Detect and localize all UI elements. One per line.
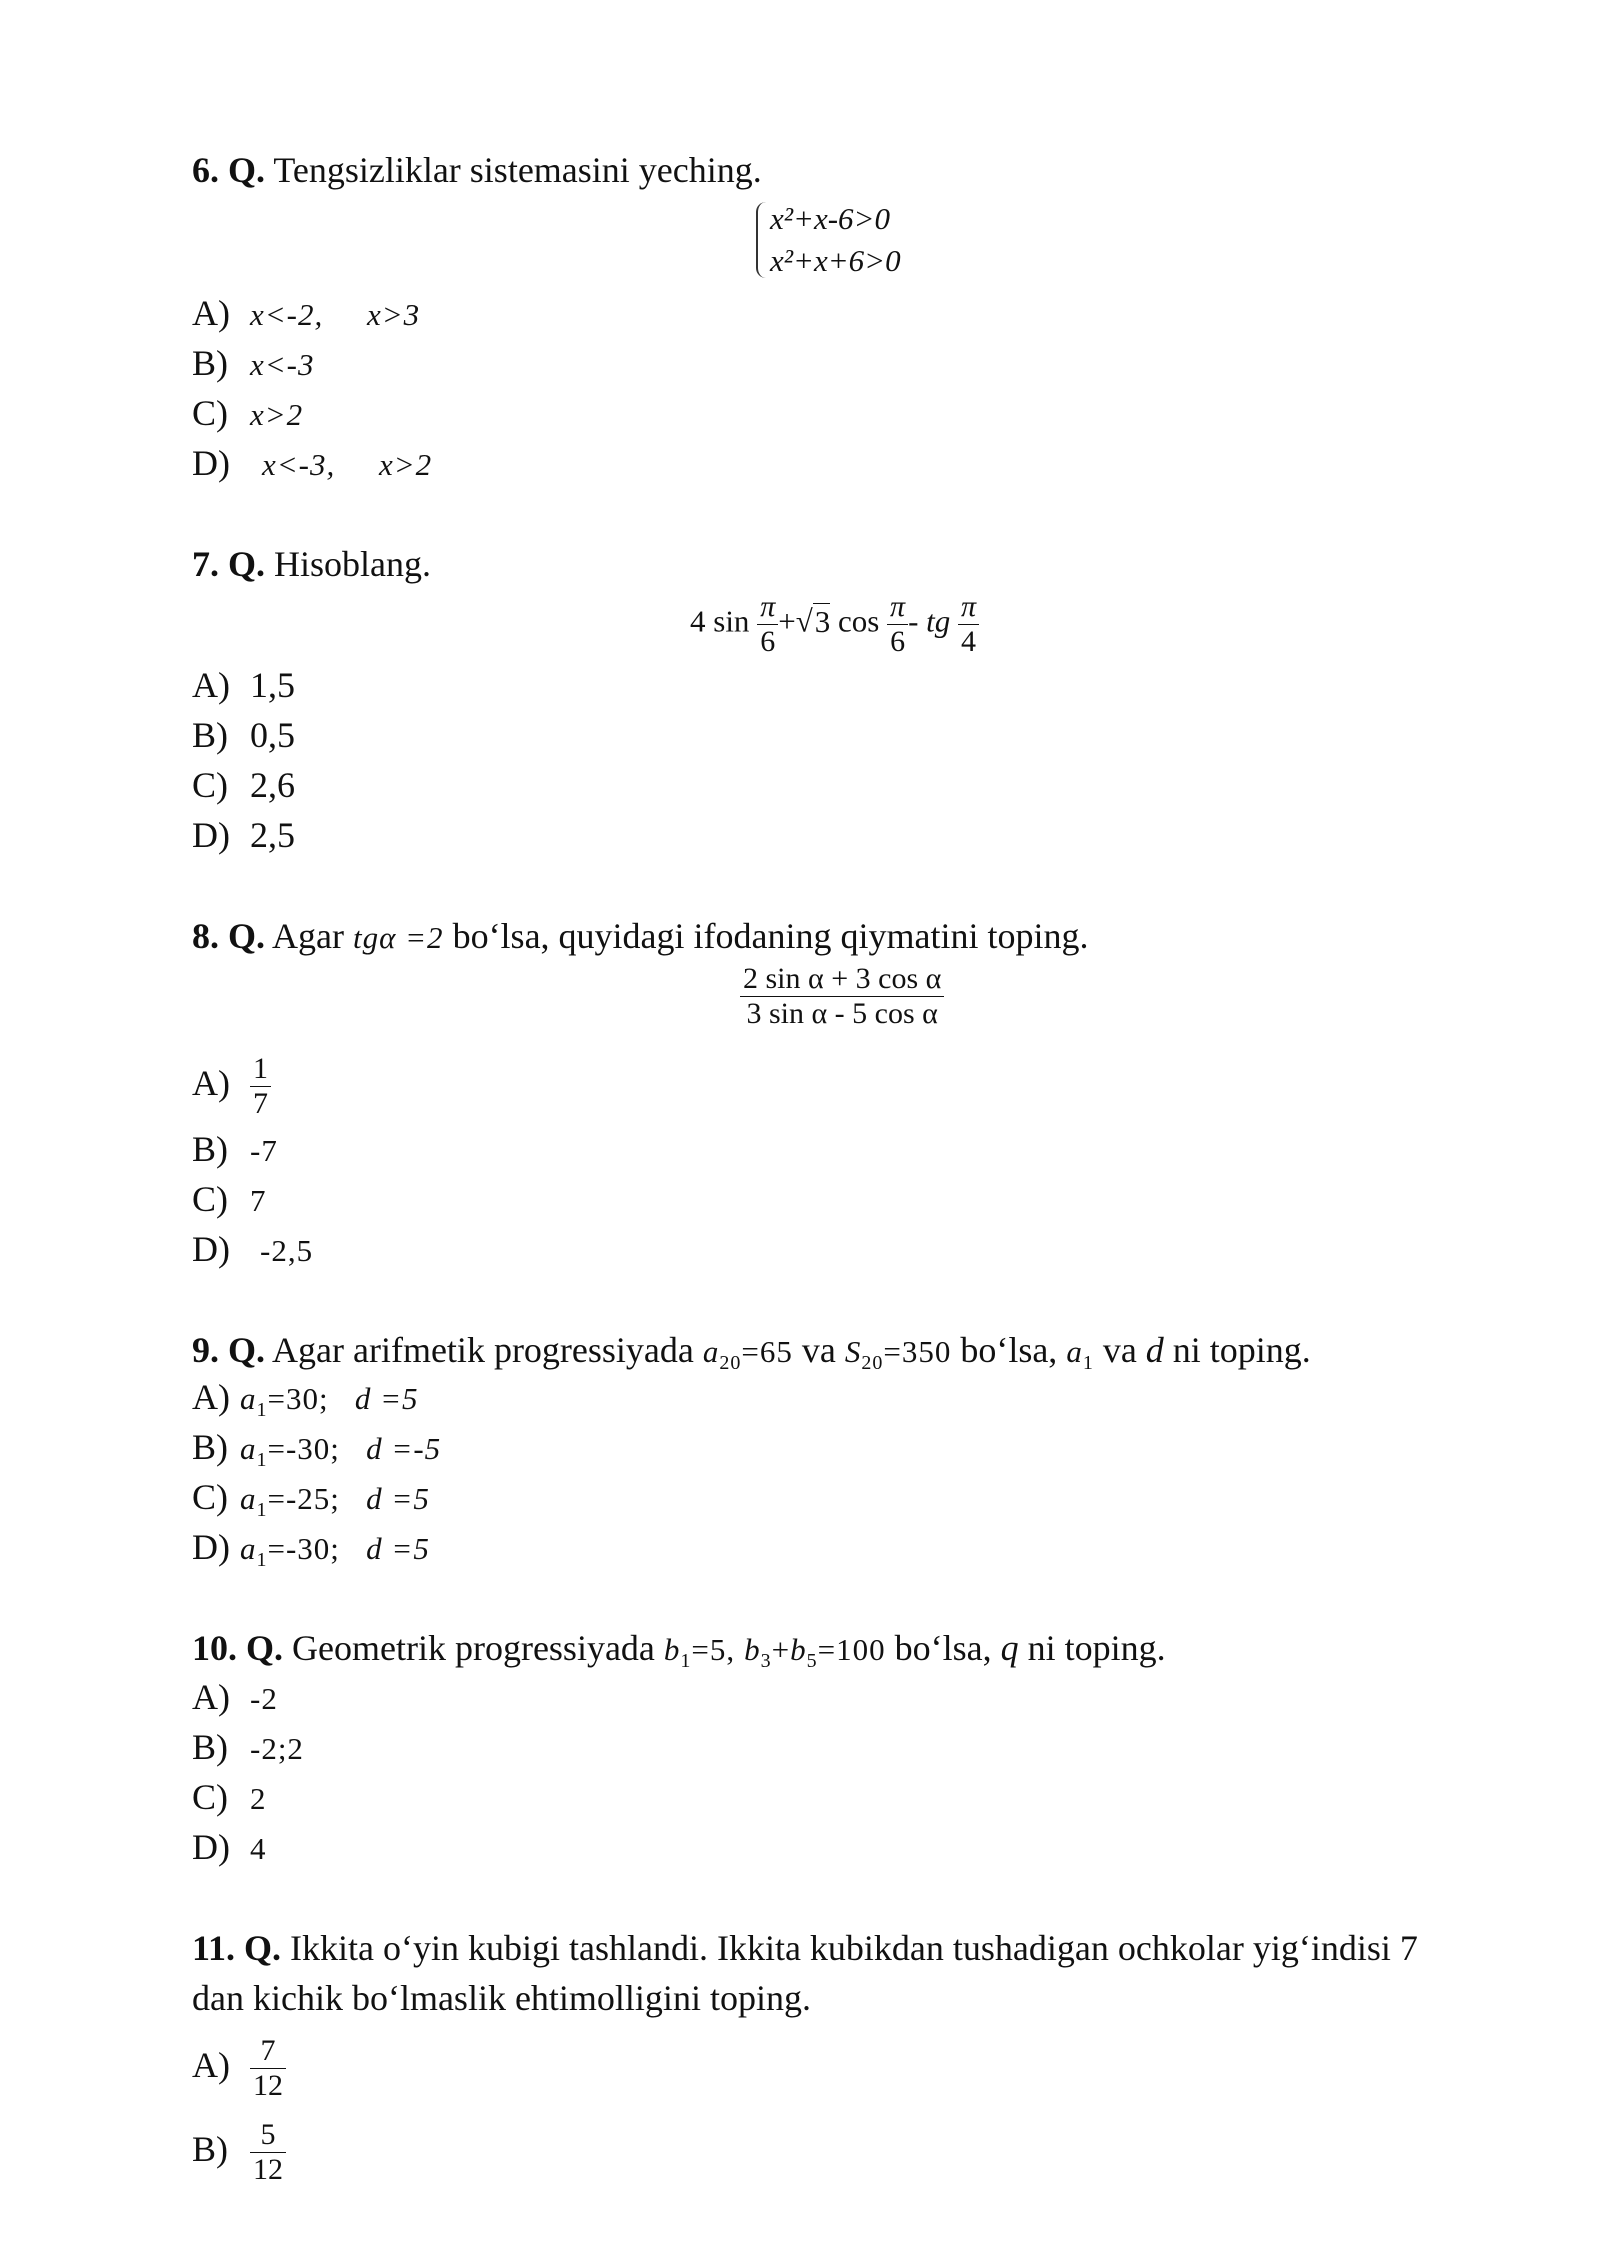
- option-11a[interactable]: [192, 2034, 286, 2103]
- option-6b[interactable]: [192, 338, 315, 390]
- option-letter: D): [192, 1827, 230, 1867]
- option-letter: C): [192, 1777, 228, 1817]
- b1-value: =5,: [691, 1632, 736, 1667]
- a1-subscript: 1: [1082, 1352, 1094, 1374]
- question-11-line-2: [192, 1972, 811, 2024]
- option-value: 2,5: [250, 815, 295, 855]
- fraction-numerator: π: [958, 590, 979, 625]
- question-number: 10. Q.: [192, 1628, 284, 1668]
- a1-subscript: 1: [256, 1499, 268, 1521]
- a20-term: [702, 1334, 793, 1374]
- option-value: 2: [250, 1781, 267, 1816]
- option-value: x<-2, x>3: [250, 297, 421, 332]
- question-text: Hisoblang.: [274, 544, 432, 584]
- option-letter: A): [192, 1677, 230, 1717]
- option-8d[interactable]: [192, 1224, 313, 1276]
- option-10c[interactable]: [192, 1772, 267, 1824]
- question-text: dan kichik bo‘lmaslik ehtimolligini toping.: [192, 1978, 811, 2018]
- question-text: bo‘lsa, quyidagi ifodaning qiymatini toping.: [452, 916, 1089, 956]
- option-fraction: [250, 1052, 271, 1121]
- option-letter: B): [192, 715, 228, 755]
- question-text: Geometrik progressiyada: [292, 1628, 655, 1668]
- option-value: -7: [250, 1133, 278, 1168]
- a1-symbol: a: [240, 1481, 257, 1516]
- question-8: [192, 910, 1089, 964]
- question-text: Agar arifmetik progressiyada: [272, 1330, 694, 1370]
- option-letter: B): [192, 2128, 228, 2169]
- option-letter: D): [192, 443, 230, 483]
- question-number: 6. Q.: [192, 150, 266, 190]
- option-letter: C): [192, 765, 228, 805]
- option-value: 1,5: [250, 665, 295, 705]
- option-letter: C): [192, 1179, 228, 1219]
- option-letter: A): [192, 1377, 230, 1417]
- a20-subscript: 20: [719, 1352, 742, 1374]
- trig-formula: 4 sin $\frac{\pi}{6}$ +√3 cos $\frac{\pi}{6}$ - tg $\frac{\pi}{4}$: [690, 590, 979, 659]
- d-value: d =5: [354, 1381, 419, 1416]
- s20-subscript: 20: [861, 1352, 884, 1374]
- option-11b[interactable]: [192, 2118, 286, 2187]
- option-7b[interactable]: [192, 710, 295, 760]
- fraction: [740, 962, 944, 1031]
- option-value: -2,5: [260, 1233, 314, 1268]
- a1-symbol: a: [1066, 1334, 1083, 1369]
- a1-subscript: 1: [256, 1399, 268, 1421]
- option-6a[interactable]: [192, 288, 420, 340]
- a1-value: =30;: [267, 1381, 329, 1416]
- fraction-denominator: 6: [890, 625, 906, 658]
- question-10: [192, 1622, 1166, 1687]
- fraction-numerator: π: [757, 590, 778, 625]
- formula-operator: +: [778, 603, 796, 639]
- system-line-2: x²+x+6>0: [770, 243, 901, 278]
- a1-value: =-30;: [267, 1531, 340, 1566]
- b1-term: $b_1=5$,: [663, 1632, 736, 1672]
- option-9d[interactable]: [192, 1522, 430, 1585]
- option-value: [240, 1381, 419, 1421]
- d-value: d =5: [366, 1531, 430, 1566]
- option-8a[interactable]: [192, 1052, 271, 1121]
- option-value: 7: [250, 1183, 267, 1218]
- option-8b[interactable]: [192, 1124, 278, 1176]
- option-fraction: [250, 2034, 286, 2103]
- option-value: 4: [250, 1831, 267, 1866]
- formula-term: 4 sin: [690, 603, 750, 639]
- a1-subscript: 1: [256, 1549, 268, 1571]
- option-letter: B): [192, 1129, 228, 1169]
- formula-term: - tg: [908, 603, 951, 639]
- d-value: d =5: [366, 1481, 430, 1516]
- formula-term: cos: [837, 603, 880, 639]
- option-letter: D): [192, 1527, 230, 1567]
- fraction-numerator: 1: [250, 1052, 271, 1087]
- question-text: ni toping.: [1172, 1330, 1311, 1370]
- option-letter: B): [192, 1727, 228, 1767]
- fraction-denominator: 6: [760, 625, 776, 658]
- a1-symbol: a: [240, 1531, 257, 1566]
- option-letter: A): [192, 1062, 230, 1103]
- option-letter: C): [192, 1477, 228, 1517]
- fraction-denominator: 7: [253, 1087, 268, 1120]
- option-6d[interactable]: [192, 438, 432, 490]
- fraction-numerator: 7: [250, 2034, 286, 2069]
- question-7: [192, 538, 431, 590]
- question-text: bo‘lsa,: [960, 1330, 1058, 1370]
- question-number: 11. Q.: [192, 1928, 282, 1968]
- question-text: va: [801, 1330, 836, 1370]
- fraction: [757, 590, 778, 659]
- system-line-1: x²+x-6>0: [770, 201, 890, 236]
- option-value: [240, 1431, 442, 1471]
- a20-value: =65: [741, 1334, 793, 1369]
- fraction-denominator: 3 sin α - 5 cos α: [746, 997, 938, 1030]
- fraction-denominator: 12: [253, 2069, 283, 2102]
- option-10b[interactable]: [192, 1722, 304, 1774]
- option-10d[interactable]: [192, 1822, 267, 1874]
- question-11: [192, 1922, 1418, 1974]
- a1-subscript: 1: [256, 1449, 268, 1471]
- option-value: 0,5: [250, 715, 295, 755]
- b3b5-term: $b_3+b_5=100$: [744, 1632, 886, 1672]
- option-letter: D): [192, 815, 230, 855]
- a1-symbol: a: [240, 1431, 257, 1466]
- option-7d[interactable]: [192, 810, 295, 860]
- question-text: Agar: [272, 916, 344, 956]
- question-text: Ikkita o‘yin kubigi tashlandi. Ikkita kubikdan tushadigan ochkolar yig‘indisi 7: [290, 1928, 1418, 1968]
- option-10a[interactable]: [192, 1672, 278, 1724]
- s20-term: [844, 1334, 952, 1374]
- fraction-numerator: 2 sin α + 3 cos α: [740, 962, 944, 997]
- d-symbol: d: [1145, 1330, 1164, 1370]
- question-text: va: [1102, 1330, 1137, 1370]
- question-text: bo‘lsa,: [894, 1628, 992, 1668]
- a1-term: [1066, 1334, 1094, 1374]
- option-letter: A): [192, 2044, 230, 2085]
- option-value: 2,6: [250, 765, 295, 805]
- question-text: Tengsizliklar sistemasini yeching.: [273, 150, 762, 190]
- option-letter: B): [192, 1427, 228, 1467]
- question-number: 9. Q.: [192, 1330, 266, 1370]
- q-symbol: q: [1000, 1628, 1019, 1668]
- fraction-denominator: 4: [961, 625, 977, 658]
- d-value: d =-5: [366, 1431, 442, 1466]
- question-6: [192, 144, 762, 196]
- ratio-formula: [740, 962, 944, 1031]
- a20-symbol: a: [702, 1334, 720, 1369]
- option-letter: A): [192, 293, 230, 333]
- fraction: [887, 590, 908, 659]
- option-value: [240, 1481, 430, 1521]
- option-value: x<-3, x>2: [262, 447, 433, 482]
- a1-value: =-30;: [267, 1431, 340, 1466]
- a1-symbol: a: [240, 1381, 257, 1416]
- system-brace: [756, 202, 768, 278]
- option-value: x<-3: [250, 347, 315, 382]
- sqrt-radicand: 3: [814, 603, 831, 639]
- option-value: [240, 1531, 430, 1571]
- fraction-denominator: 12: [253, 2153, 283, 2186]
- question-number: 7. Q.: [192, 544, 266, 584]
- option-7a[interactable]: [192, 660, 295, 710]
- option-value: x>2: [250, 397, 304, 432]
- fraction: [958, 590, 979, 659]
- option-value: -2: [250, 1681, 278, 1716]
- option-letter: A): [192, 665, 230, 705]
- question-number: 8. Q.: [192, 916, 266, 956]
- question-text: ni toping.: [1027, 1628, 1166, 1668]
- condition-formula: tgα =2: [353, 920, 444, 955]
- b3b5-value: =100: [817, 1632, 886, 1667]
- inequality-system: [756, 198, 901, 282]
- option-fraction: [250, 2118, 286, 2187]
- a1-value: =-25;: [267, 1481, 340, 1516]
- option-value: -2;2: [250, 1731, 304, 1766]
- option-7c[interactable]: [192, 760, 295, 810]
- s20-value: =350: [883, 1334, 952, 1369]
- s20-symbol: S: [844, 1334, 862, 1369]
- option-8c[interactable]: [192, 1174, 267, 1226]
- fraction-numerator: π: [887, 590, 908, 625]
- option-letter: B): [192, 343, 228, 383]
- option-letter: D): [192, 1229, 230, 1269]
- fraction-numerator: 5: [250, 2118, 286, 2153]
- option-letter: C): [192, 393, 228, 433]
- option-6c[interactable]: [192, 388, 303, 440]
